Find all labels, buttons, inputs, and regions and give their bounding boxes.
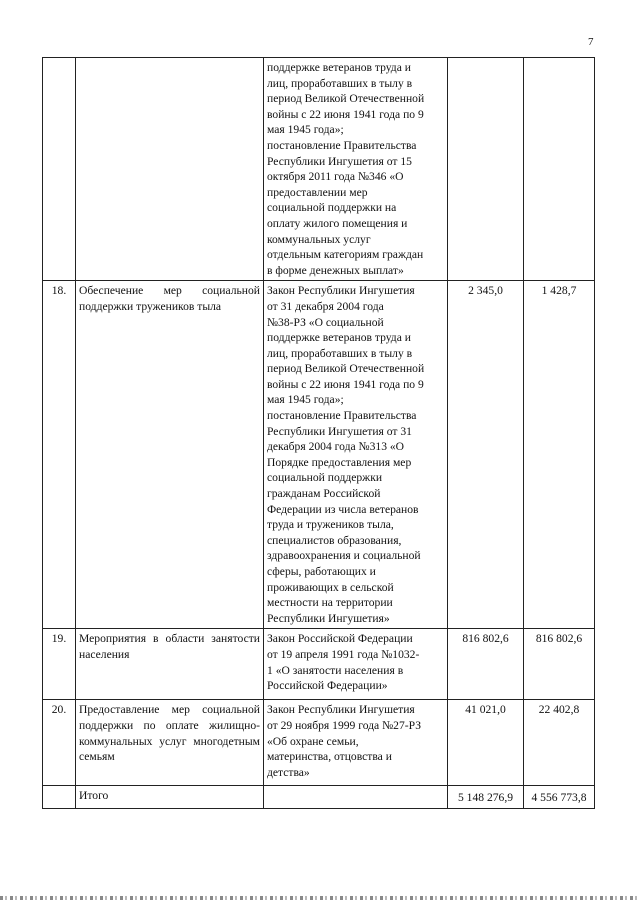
basis-line: в форме денежных выплат» — [267, 263, 404, 277]
basis-line: Закон Российской Федерации — [267, 632, 413, 646]
row-value-1: 816 802,6 — [448, 629, 524, 700]
table-row — [43, 58, 595, 281]
row-number — [43, 58, 76, 281]
basis-line: местности на территории — [267, 596, 393, 610]
basis-line: войны с 22 июня 1941 года по 9 — [267, 377, 424, 391]
row-value-1: 41 021,0 — [448, 700, 524, 786]
basis-line: оплату жилого помещения и — [267, 216, 408, 230]
basis-line: материнства, отцовства и — [267, 750, 392, 764]
basis-line: «Об охране семьи, — [267, 734, 359, 748]
basis-line: здравоохранения и социальной — [267, 549, 421, 563]
basis-line: отдельным категориям граждан — [267, 248, 424, 262]
basis-line: от 31 декабря 2004 года — [267, 299, 384, 313]
basis-line: Республики Ингушетия» — [267, 611, 390, 625]
basis-line: предоставлении мер — [267, 185, 368, 199]
basis-line: постановление Правительства — [267, 138, 417, 152]
table-row — [43, 700, 595, 786]
row-number: 18. — [43, 281, 76, 629]
row-value-2: 816 802,6 — [524, 629, 595, 700]
row-name: Предоставление мер социальной поддержки по оплате жилищно-коммунальных услуг многодетным семьям — [76, 700, 264, 786]
basis-line: период Великой Отечественной — [267, 92, 425, 106]
basis-line: Федерации из числа ветеранов — [267, 502, 419, 516]
total-value-2: 4 556 773,8 — [524, 786, 595, 809]
basis-line: от 19 апреля 1991 года №1032- — [267, 647, 420, 661]
table-row — [43, 281, 595, 629]
basis-line: Закон Республики Ингушетия — [267, 284, 415, 298]
basis-line: войны с 22 июня 1941 года по 9 — [267, 107, 424, 121]
total-basis-cell — [264, 786, 448, 809]
basis-line: октября 2011 года №346 «О — [267, 170, 404, 184]
total-value-1: 5 148 276,9 — [448, 786, 524, 809]
row-legal-basis — [264, 281, 448, 629]
basis-line: от 29 ноября 1999 года №27-РЗ — [267, 718, 422, 732]
row-value-2: 22 402,8 — [524, 700, 595, 786]
budget-table — [42, 57, 595, 809]
row-name: Обеспечение мер социальной поддержки тружеников тыла — [76, 281, 264, 629]
basis-line: Порядке предоставления мер — [267, 455, 412, 469]
basis-line: №38-РЗ «О социальной — [267, 315, 384, 329]
basis-line: Республики Ингушетия от 15 — [267, 154, 412, 168]
basis-line: поддержке ветеранов труда и — [267, 61, 411, 74]
basis-line: Закон Республики Ингушетия — [267, 703, 415, 717]
row-name — [76, 58, 264, 281]
basis-line: лиц, проработавших в тылу в — [267, 76, 413, 90]
row-value-1 — [448, 58, 524, 281]
basis-line: труда и тружеников тыла, — [267, 518, 394, 532]
total-number-cell — [43, 786, 76, 809]
basis-line: мая 1945 года»; — [267, 123, 344, 137]
row-value-2: 1 428,7 — [524, 281, 595, 629]
basis-line: декабря 2004 года №313 «О — [267, 440, 405, 454]
basis-line: сферы, работающих и — [267, 565, 376, 578]
row-name: Мероприятия в области занятости населения — [76, 629, 264, 700]
basis-line: постановление Правительства — [267, 409, 417, 423]
basis-line: детства» — [267, 765, 310, 779]
basis-line: гражданам Российской — [267, 487, 381, 501]
basis-line: проживающих в сельской — [267, 580, 394, 594]
basis-line: 1 «О занятости населения в — [267, 663, 404, 677]
row-number: 20. — [43, 700, 76, 786]
row-value-2 — [524, 58, 595, 281]
basis-line: социальной поддержки на — [267, 201, 397, 215]
table-row — [43, 629, 595, 700]
basis-line: Республики Ингушетия от 31 — [267, 424, 412, 438]
row-legal-basis — [264, 629, 448, 700]
basis-line: поддержке ветеранов труда и — [267, 331, 411, 345]
page-number: 7 — [588, 36, 594, 48]
basis-line: социальной поддержки — [267, 471, 383, 485]
basis-line: период Великой Отечественной — [267, 362, 425, 376]
row-number: 19. — [43, 629, 76, 700]
row-value-1: 2 345,0 — [448, 281, 524, 629]
basis-line: коммунальных услуг — [267, 232, 371, 246]
basis-line: лиц, проработавших в тылу в — [267, 346, 413, 360]
basis-line: мая 1945 года»; — [267, 393, 344, 407]
scan-edge-artifact — [0, 896, 640, 900]
basis-line: специалистов образования, — [267, 533, 402, 547]
row-legal-basis — [264, 58, 448, 281]
row-legal-basis — [264, 700, 448, 786]
basis-line: Российской Федерации» — [267, 679, 388, 693]
total-row — [43, 786, 595, 809]
total-label: Итого — [76, 786, 264, 809]
